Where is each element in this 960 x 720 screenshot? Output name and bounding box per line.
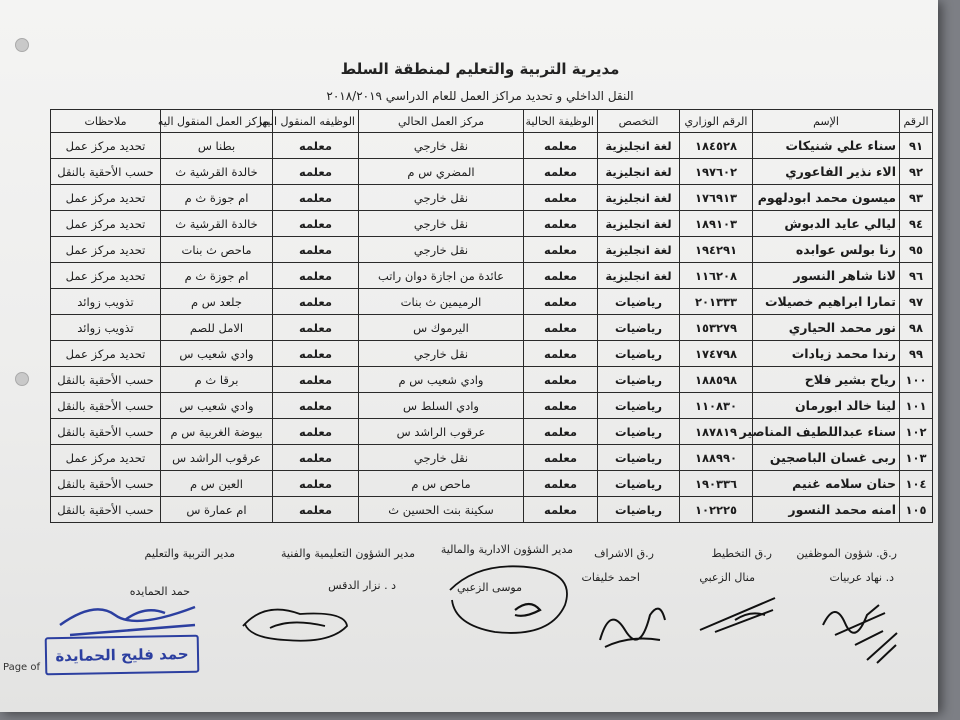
cell-notes: حسب الأحقية بالنقل	[51, 393, 161, 419]
cell-number: ١٠٣	[900, 445, 933, 471]
cell-new-workplace: وادي شعيب س	[161, 393, 273, 419]
cell-number: ١٠٤	[900, 471, 933, 497]
page-footer	[3, 662, 40, 673]
cell-new-workplace: جلعد س م	[161, 289, 273, 315]
cell-new-workplace: خالدة القرشية ث	[161, 159, 273, 185]
cell-new-workplace: ماحص ث بنات	[161, 237, 273, 263]
cell-current-workplace: نقل خارجي	[359, 237, 524, 263]
cell-name: نور محمد الحياري	[753, 315, 900, 341]
cell-ministry-number: ١٨٤٥٢٨	[680, 133, 753, 159]
cell-new-job: معلمه	[273, 185, 359, 211]
cell-specialty: لغة انجليزية	[598, 263, 680, 289]
cell-new-job: معلمه	[273, 367, 359, 393]
cell-name: حنان سلامه غنيم	[753, 471, 900, 497]
col-header-current-workplace: مركز العمل الحالي	[359, 110, 524, 133]
cell-ministry-number: ١٧٤٧٩٨	[680, 341, 753, 367]
cell-current-job: معلمه	[524, 445, 598, 471]
cell-name: ربى غسان الباصجين	[753, 445, 900, 471]
cell-specialty: لغة انجليزية	[598, 159, 680, 185]
cell-notes: تحديد مركز عمل	[51, 341, 161, 367]
cell-current-workplace: وادي السلط س	[359, 393, 524, 419]
cell-ministry-number: ٢٠١٣٣٣	[680, 289, 753, 315]
cell-current-workplace: المضري س م	[359, 159, 524, 185]
signature-mark	[862, 625, 902, 670]
cell-specialty: رياضيات	[598, 289, 680, 315]
signature-education-tech	[235, 596, 365, 651]
table-row	[51, 237, 933, 263]
table-row	[51, 159, 933, 185]
name-supervision: احمد خليفات	[581, 571, 640, 584]
name-staff: د. نهاد عربيات	[829, 571, 894, 584]
cell-new-workplace: عرقوب الراشد س	[161, 445, 273, 471]
document-title: مديرية التربية والتعليم لمنطقة السلط	[340, 60, 620, 78]
role-education-tech: مدير الشؤون التعليمية والفنية	[281, 547, 415, 560]
cell-number: ٩٤	[900, 211, 933, 237]
signature-admin-finance	[440, 560, 580, 645]
cell-number: ٩٧	[900, 289, 933, 315]
cell-number: ١٠٠	[900, 367, 933, 393]
name-planning: منال الزعبي	[699, 571, 755, 584]
cell-ministry-number: ١٧٦٩١٣	[680, 185, 753, 211]
cell-new-job: معلمه	[273, 263, 359, 289]
cell-new-workplace: ام جوزة ث م	[161, 263, 273, 289]
role-staff: ر.ق. شؤون الموظفين	[796, 547, 897, 560]
cell-current-workplace: ماحص س م	[359, 471, 524, 497]
cell-name: رياح بشير فلاح	[753, 367, 900, 393]
col-header-current-job: الوظيفة الحالية	[524, 110, 598, 133]
table-row	[51, 315, 933, 341]
cell-new-job: معلمه	[273, 471, 359, 497]
cell-notes: تحديد مركز عمل	[51, 133, 161, 159]
cell-current-workplace: نقل خارجي	[359, 185, 524, 211]
document-subtitle: النقل الداخلي و تحديد مراكز العمل للعام الدراسي ٢٠١٨/٢٠١٩	[326, 89, 634, 103]
cell-current-workplace: نقل خارجي	[359, 133, 524, 159]
cell-ministry-number: ١٩٤٢٩١	[680, 237, 753, 263]
role-supervision: ر.ق الاشراف	[594, 547, 654, 560]
cell-notes: تحديد مركز عمل	[51, 445, 161, 471]
cell-ministry-number: ١٥٣٢٧٩	[680, 315, 753, 341]
cell-notes: حسب الأحقية بالنقل	[51, 497, 161, 523]
table-row	[51, 289, 933, 315]
cell-specialty: رياضيات	[598, 393, 680, 419]
cell-number: ٩٢	[900, 159, 933, 185]
cell-current-job: معلمه	[524, 341, 598, 367]
cell-specialty: لغة انجليزية	[598, 211, 680, 237]
cell-notes: حسب الأحقية بالنقل	[51, 471, 161, 497]
col-header-name: الإسم	[753, 110, 900, 133]
cell-current-workplace: وادي شعيب س م	[359, 367, 524, 393]
role-planning: ر.ق التخطيط	[711, 547, 772, 560]
col-header-number: الرقم	[900, 110, 933, 133]
col-header-new-workplace: مركز العمل المنقول اليه	[161, 110, 273, 133]
cell-specialty: لغة انجليزية	[598, 185, 680, 211]
cell-current-workplace: عائدة من اجازة دوان راتب	[359, 263, 524, 289]
cell-name: ميسون محمد ابودلهوم	[753, 185, 900, 211]
cell-specialty: رياضيات	[598, 367, 680, 393]
name-admin-finance: موسى الزعبي	[457, 581, 522, 594]
cell-specialty: رياضيات	[598, 471, 680, 497]
table-row	[51, 263, 933, 289]
cell-ministry-number: ١٨٧٨١٩	[680, 419, 753, 445]
cell-specialty: رياضيات	[598, 341, 680, 367]
cell-current-job: معلمه	[524, 315, 598, 341]
table-row	[51, 497, 933, 523]
table-row	[51, 185, 933, 211]
cell-number: ٩٥	[900, 237, 933, 263]
cell-ministry-number: ١٩٧٦٠٢	[680, 159, 753, 185]
cell-current-workplace: الرميمين ث بنات	[359, 289, 524, 315]
cell-new-job: معلمه	[273, 419, 359, 445]
name-director: حمد الحمايده	[129, 585, 190, 598]
cell-specialty: لغة انجليزية	[598, 133, 680, 159]
cell-current-job: معلمه	[524, 497, 598, 523]
cell-new-workplace: برقا ث م	[161, 367, 273, 393]
cell-current-workplace: سكينة بنت الحسين ث	[359, 497, 524, 523]
role-director: مدير التربية والتعليم	[144, 547, 235, 560]
col-header-new-job: الوظيفه المنقول اليها	[273, 110, 359, 133]
table-row	[51, 445, 933, 471]
cell-new-workplace: العين س م	[161, 471, 273, 497]
cell-notes: تحديد مركز عمل	[51, 185, 161, 211]
cell-new-job: معلمه	[273, 133, 359, 159]
name-education-tech: د . نزار الدقس	[328, 579, 396, 592]
signature-supervision	[590, 585, 675, 655]
cell-current-job: معلمه	[524, 133, 598, 159]
cell-new-job: معلمه	[273, 211, 359, 237]
col-header-specialty: التخصص	[598, 110, 680, 133]
table-row	[51, 471, 933, 497]
cell-number: ٩٦	[900, 263, 933, 289]
cell-current-job: معلمه	[524, 263, 598, 289]
punch-hole	[15, 38, 29, 52]
cell-new-workplace: الامل للصم	[161, 315, 273, 341]
cell-name: الاء نذير الفاعوري	[753, 159, 900, 185]
table-row	[51, 211, 933, 237]
table-header-row	[51, 110, 933, 133]
cell-current-job: معلمه	[524, 185, 598, 211]
cell-current-workplace: عرقوب الراشد س	[359, 419, 524, 445]
cell-notes: حسب الأحقية بالنقل	[51, 419, 161, 445]
cell-ministry-number: ١١٠٨٣٠	[680, 393, 753, 419]
table-row	[51, 419, 933, 445]
cell-number: ٩٨	[900, 315, 933, 341]
cell-current-job: معلمه	[524, 289, 598, 315]
cell-notes: تذويب زوائد	[51, 289, 161, 315]
page-of-label: of	[30, 662, 41, 673]
col-header-ministry-number: الرقم الوزاري	[680, 110, 753, 133]
cell-new-workplace: بيوضة الغربية س م	[161, 419, 273, 445]
table-row	[51, 367, 933, 393]
cell-current-job: معلمه	[524, 237, 598, 263]
table-body	[51, 133, 933, 523]
cell-name: لانا شاهر النسور	[753, 263, 900, 289]
cell-current-job: معلمه	[524, 367, 598, 393]
cell-name: تمارا ابراهيم خصيلات	[753, 289, 900, 315]
cell-new-workplace: ام جوزة ث م	[161, 185, 273, 211]
transfer-table	[50, 109, 933, 523]
cell-current-job: معلمه	[524, 471, 598, 497]
cell-new-job: معلمه	[273, 341, 359, 367]
cell-notes: تحديد مركز عمل	[51, 237, 161, 263]
cell-name: سناء عبداللطيف المناصير	[753, 419, 900, 445]
cell-current-workplace: نقل خارجي	[359, 341, 524, 367]
cell-ministry-number: ١٨٨٥٩٨	[680, 367, 753, 393]
cell-name: سناء علي شنيكات	[753, 133, 900, 159]
cell-number: ٩٩	[900, 341, 933, 367]
cell-new-job: معلمه	[273, 393, 359, 419]
cell-new-workplace: ام عمارة س	[161, 497, 273, 523]
cell-new-job: معلمه	[273, 445, 359, 471]
col-header-notes: ملاحظات	[51, 110, 161, 133]
table-row	[51, 133, 933, 159]
cell-current-job: معلمه	[524, 393, 598, 419]
cell-current-job: معلمه	[524, 419, 598, 445]
cell-current-workplace: نقل خارجي	[359, 211, 524, 237]
cell-current-job: معلمه	[524, 159, 598, 185]
cell-new-job: معلمه	[273, 237, 359, 263]
role-admin-finance: مدير الشؤون الادارية والمالية	[440, 543, 573, 556]
cell-specialty: رياضيات	[598, 315, 680, 341]
cell-name: لينا خالد ابورمان	[753, 393, 900, 419]
cell-ministry-number: ١١٦٢٠٨	[680, 263, 753, 289]
cell-new-job: معلمه	[273, 497, 359, 523]
cell-number: ١٠١	[900, 393, 933, 419]
cell-name: امنه محمد النسور	[753, 497, 900, 523]
cell-specialty: رياضيات	[598, 497, 680, 523]
signature-planning	[695, 590, 785, 640]
cell-number: ٩١	[900, 133, 933, 159]
cell-notes: حسب الأحقية بالنقل	[51, 159, 161, 185]
cell-new-workplace: بطنا س	[161, 133, 273, 159]
table-row	[51, 393, 933, 419]
cell-current-job: معلمه	[524, 211, 598, 237]
cell-notes: تذويب زوائد	[51, 315, 161, 341]
cell-new-job: معلمه	[273, 159, 359, 185]
cell-ministry-number: ١٩٠٣٣٦	[680, 471, 753, 497]
cell-number: ٩٣	[900, 185, 933, 211]
cell-specialty: لغة انجليزية	[598, 237, 680, 263]
cell-number: ١٠٥	[900, 497, 933, 523]
cell-specialty: رياضيات	[598, 445, 680, 471]
cell-notes: حسب الأحقية بالنقل	[51, 367, 161, 393]
cell-ministry-number: ١٠٢٢٢٥	[680, 497, 753, 523]
cell-number: ١٠٢	[900, 419, 933, 445]
cell-new-job: معلمه	[273, 289, 359, 315]
cell-ministry-number: ١٨٨٩٩٠	[680, 445, 753, 471]
table-row	[51, 341, 933, 367]
cell-new-job: معلمه	[273, 315, 359, 341]
director-name-stamp: حمد فليح الحمايدة	[45, 635, 200, 676]
cell-name: رندا محمد زيادات	[753, 341, 900, 367]
cell-specialty: رياضيات	[598, 419, 680, 445]
cell-name: رنا بولس عوابده	[753, 237, 900, 263]
cell-new-workplace: وادي شعيب س	[161, 341, 273, 367]
cell-ministry-number: ١٨٩١٠٣	[680, 211, 753, 237]
cell-name: ليالي عايد الدبوش	[753, 211, 900, 237]
punch-hole	[15, 372, 29, 386]
cell-new-workplace: خالدة القرشية ث	[161, 211, 273, 237]
page-label: Page	[3, 662, 28, 673]
cell-notes: تحديد مركز عمل	[51, 211, 161, 237]
cell-current-workplace: اليرموك س	[359, 315, 524, 341]
cell-notes: تحديد مركز عمل	[51, 263, 161, 289]
cell-current-workplace: نقل خارجي	[359, 445, 524, 471]
